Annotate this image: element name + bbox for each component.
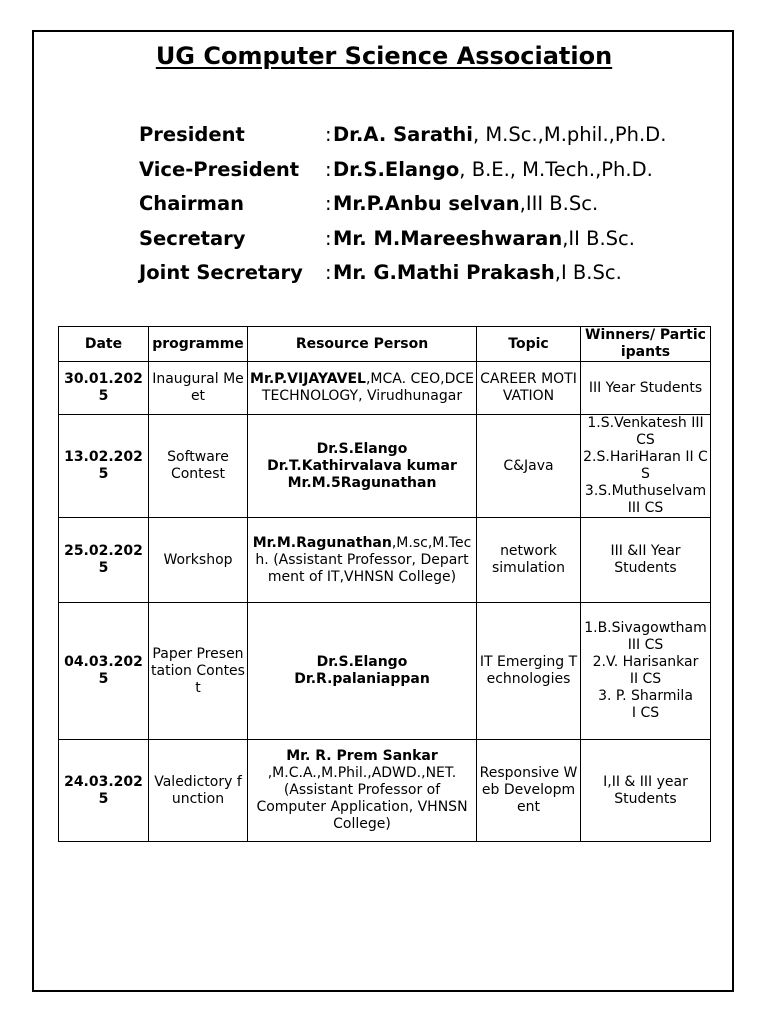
table-header-row — [59, 327, 711, 362]
winner-line: 1.S.Venkatesh III CS — [587, 415, 704, 448]
winner-line: I CS — [631, 705, 660, 721]
winner-line: 3. P. Sharmila — [598, 688, 693, 704]
header-programme: programme — [149, 327, 248, 362]
resource-person-name: Mr.M.Ragunathan — [252, 534, 392, 551]
officer-qualification: , M.Sc.,M.phil.,Ph.D. — [472, 123, 667, 146]
officer-row — [139, 256, 739, 291]
officer-name: Mr.P.Anbu selvan — [333, 192, 520, 215]
table-row — [59, 362, 711, 415]
events-table — [58, 326, 711, 842]
table-row — [59, 740, 711, 842]
cell-topic: IT Emerging Technologies — [477, 603, 581, 740]
officers-list — [139, 118, 739, 291]
cell-date: 30.01.2025 — [59, 362, 149, 415]
resource-person-details: ,MCA. CEO,DCE TECHNOLOGY, Virudhunagar — [261, 371, 474, 404]
officer-row — [139, 187, 739, 222]
officer-name: Dr.S.Elango — [333, 157, 460, 181]
resource-person-name: Dr.T.Kathirvalava kumar — [267, 457, 457, 474]
cell-programme: Workshop — [149, 518, 248, 603]
resource-person-name: Mr.M.5Ragunathan — [287, 474, 437, 491]
resource-person-name: Dr.S.Elango — [316, 440, 408, 457]
page-title: UG Computer Science Association — [155, 42, 613, 70]
resource-person-details: ,M.sc,M.Tech. (Assistant Professor, Department of IT,VHNSN College) — [255, 534, 472, 585]
winner-line: III &II Year Students — [610, 543, 681, 576]
winner-line: 3.S.Muthuselvam III CS — [584, 483, 707, 516]
cell-programme: Valedictory function — [149, 740, 248, 842]
officer-colon: : — [325, 226, 332, 250]
resource-person-name: Dr.S.Elango — [316, 654, 408, 670]
cell-programme: Software Contest — [149, 415, 248, 518]
cell-winners — [581, 603, 711, 740]
officer-row — [139, 118, 739, 153]
cell-resource-person — [248, 740, 477, 842]
header-topic: Topic — [477, 327, 581, 362]
officer-name: Dr.A. Sarathi — [333, 123, 473, 146]
officer-role: Secretary — [139, 226, 246, 250]
cell-date: 04.03.2025 — [59, 603, 149, 740]
officer-role: Vice-President — [139, 157, 300, 181]
cell-resource-person — [248, 518, 477, 603]
cell-topic: Responsive Web Development — [477, 740, 581, 842]
table-row — [59, 603, 711, 740]
officer-colon: : — [325, 192, 332, 215]
winner-line: III CS — [627, 637, 664, 653]
cell-date: 13.02.2025 — [59, 415, 149, 518]
officer-row — [139, 222, 739, 257]
officer-colon: : — [325, 157, 332, 181]
resource-person-name: Mr.P.VIJAYAVEL — [250, 371, 366, 387]
officer-role: Joint Secretary — [139, 261, 303, 284]
officer-row — [139, 153, 739, 188]
officer-qualification: ,I B.Sc. — [554, 261, 622, 284]
table-row — [59, 415, 711, 518]
officer-qualification: ,III B.Sc. — [519, 192, 599, 215]
header-date: Date — [59, 327, 149, 362]
header-winners: Winners/ Participants — [581, 327, 711, 362]
officer-role: Chairman — [139, 192, 245, 215]
officer-qualification: , B.E., M.Tech.,Ph.D. — [459, 157, 653, 181]
header-resource-person: Resource Person — [248, 327, 477, 362]
officer-name: Mr. G.Mathi Prakash — [333, 261, 555, 284]
cell-resource-person — [248, 603, 477, 740]
cell-winners — [581, 740, 711, 842]
winner-line: 1.B.Sivagowtham — [584, 620, 707, 636]
cell-programme: Inaugural Meet — [149, 362, 248, 415]
cell-date: 24.03.2025 — [59, 740, 149, 842]
officer-colon: : — [325, 123, 332, 146]
winner-line: I,II & III year Students — [603, 773, 688, 807]
cell-topic: network simulation — [477, 518, 581, 603]
officer-name: Mr. M.Mareeshwaran — [333, 226, 563, 250]
table-row — [59, 518, 711, 603]
officer-qualification: ,II B.Sc. — [562, 226, 635, 250]
resource-person-name: Mr. R. Prem Sankar — [286, 748, 438, 764]
cell-resource-person — [248, 362, 477, 415]
officer-role: President — [139, 123, 245, 146]
winner-line: 2.S.HariHaran II CS — [583, 449, 708, 482]
cell-date: 25.02.2025 — [59, 518, 149, 603]
cell-programme: Paper Presentation Contest — [149, 603, 248, 740]
winner-line: III Year Students — [588, 379, 703, 396]
cell-winners — [581, 415, 711, 518]
winner-line: 2.V. Harisankar — [592, 654, 699, 670]
cell-winners — [581, 518, 711, 603]
resource-person-details: ,M.C.A.,M.Phil.,ADWD.,NET. (Assistant Professor of Computer Application, VHNSN College) — [256, 765, 468, 832]
resource-person-name: Dr.R.palaniappan — [294, 671, 430, 687]
officer-colon: : — [325, 261, 332, 284]
winner-line: II CS — [629, 671, 662, 687]
cell-resource-person — [248, 415, 477, 518]
cell-winners — [581, 362, 711, 415]
cell-topic: C&Java — [477, 415, 581, 518]
cell-topic: CAREER MOTIVATION — [477, 362, 581, 415]
